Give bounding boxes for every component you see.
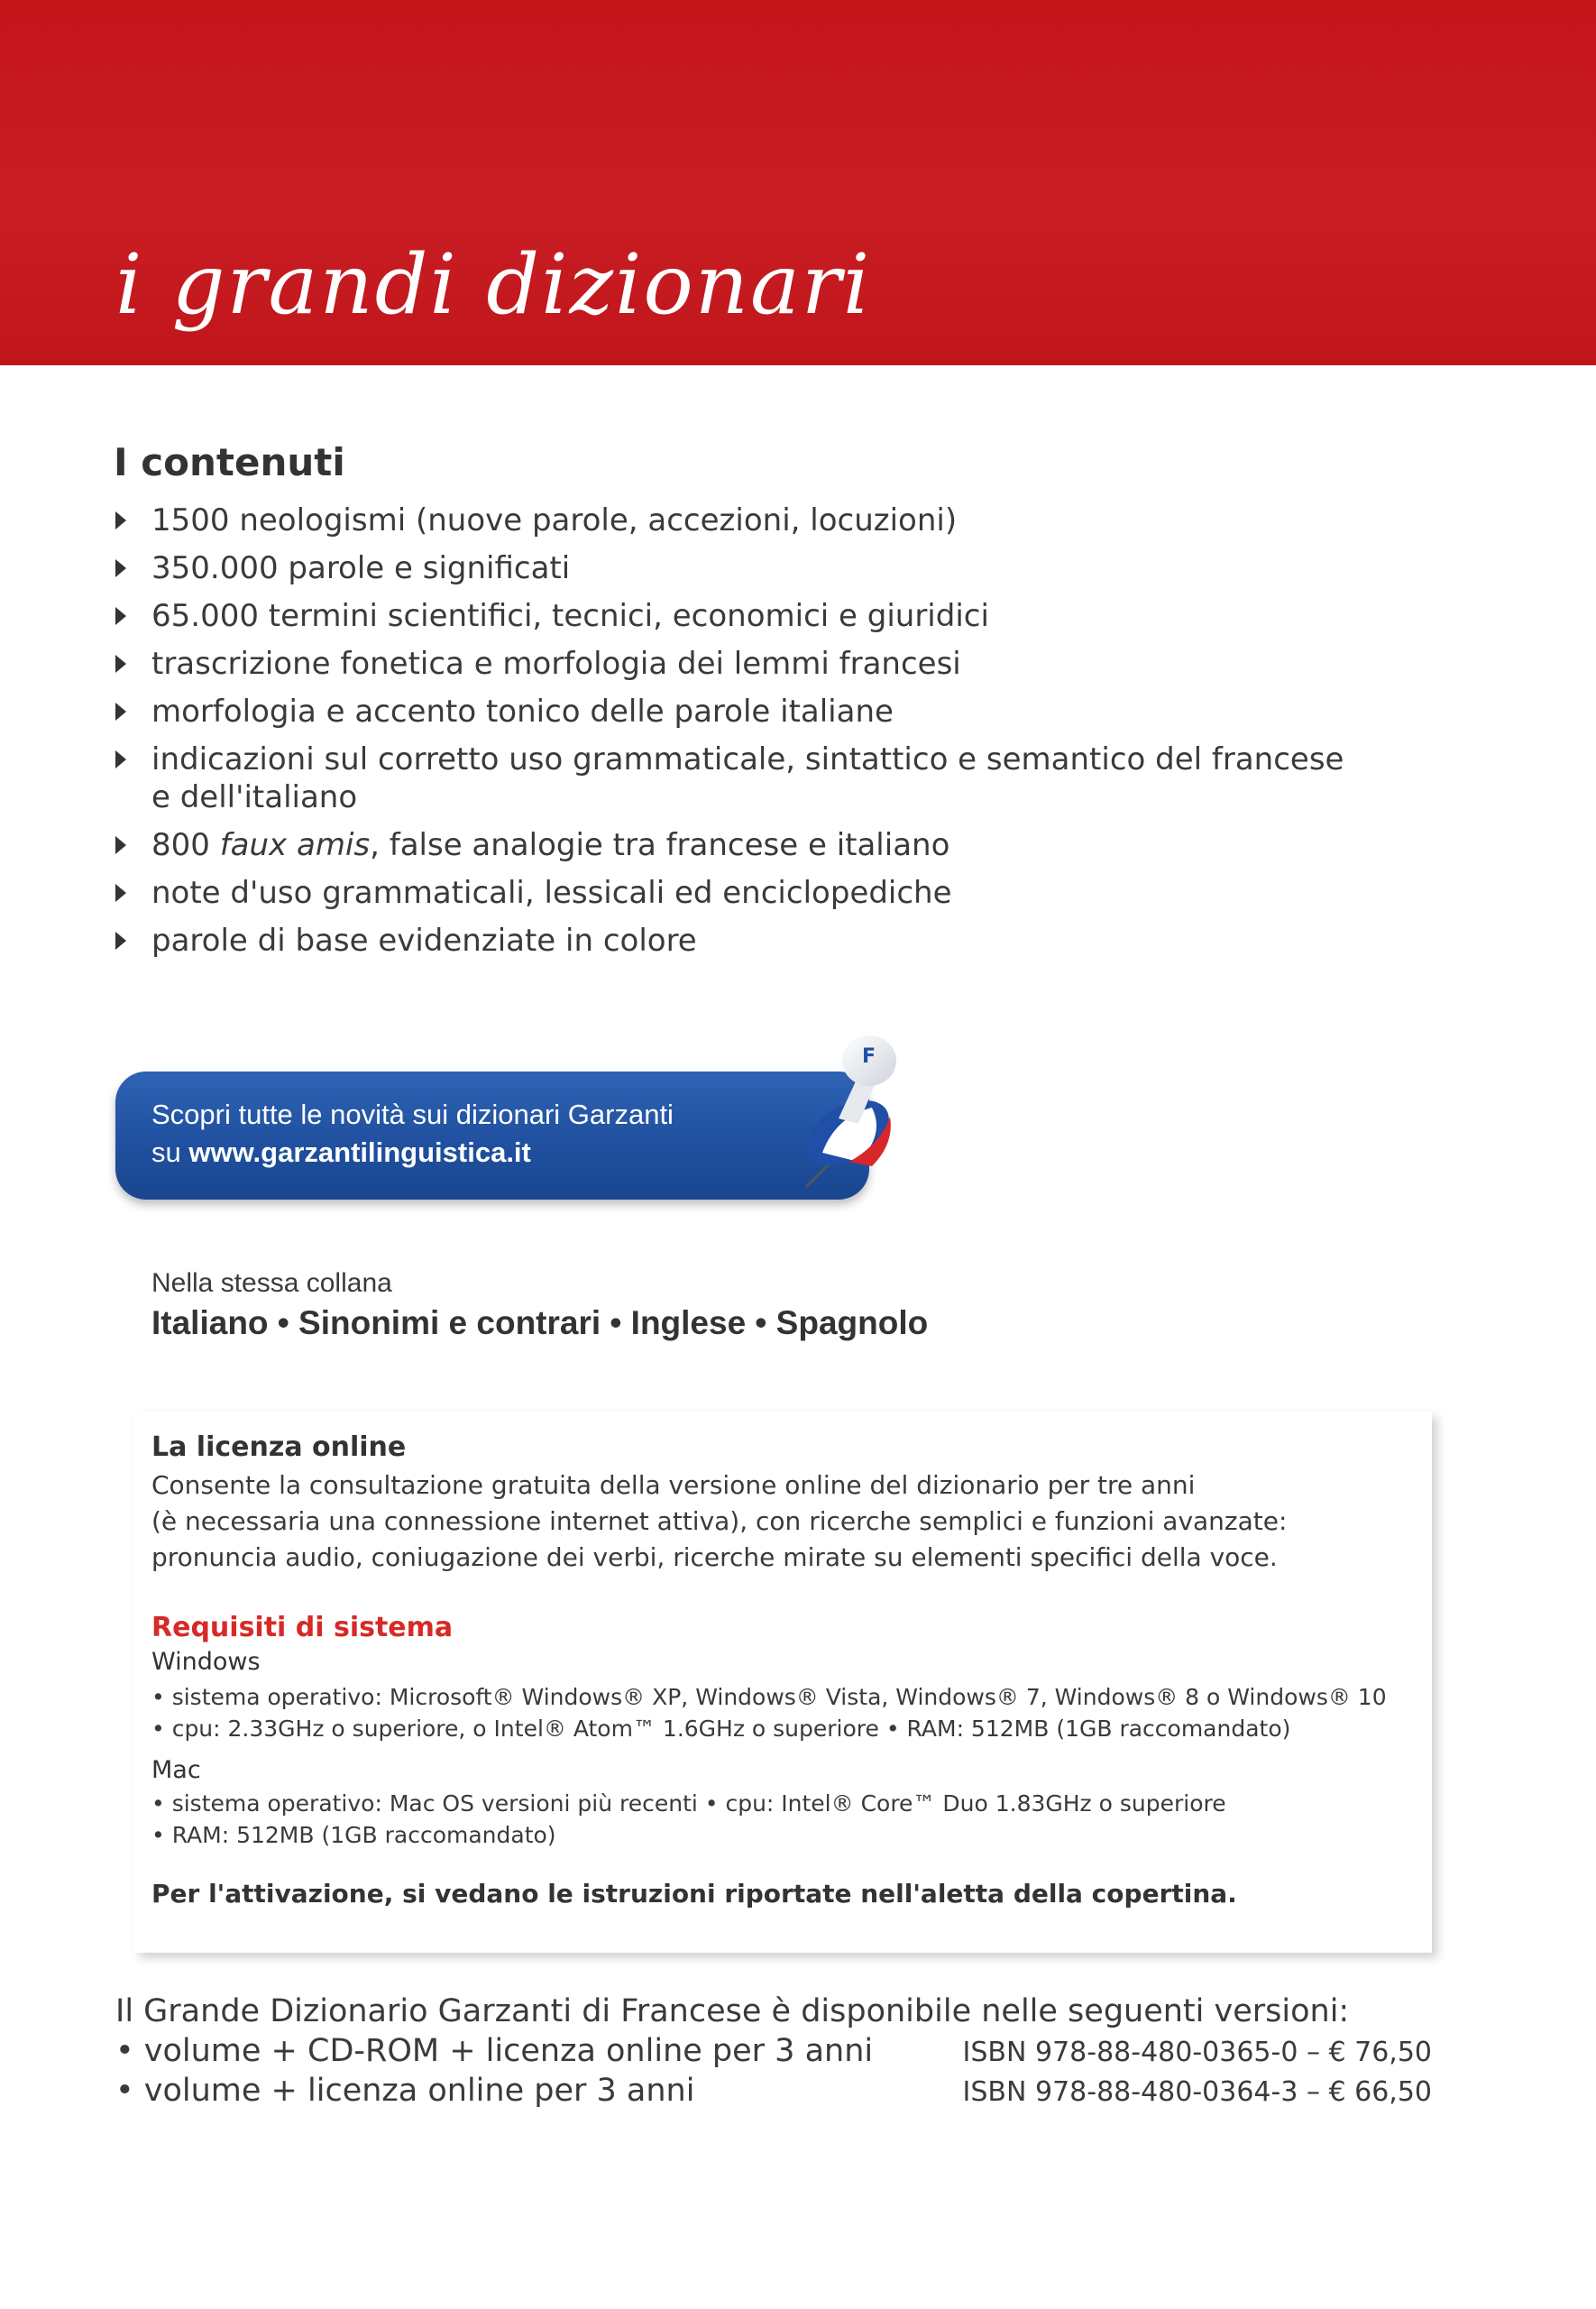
list-item-text: 800 [151,827,220,863]
series-title: i grandi dizionari [115,236,872,333]
windows-requirement: • cpu: 2.33GHz o superiore, o Intel® Atom™ 1.6GHz o superiore • RAM: 512MB (1GB raccomandato) [151,1716,1291,1742]
list-item-text: trascrizione fonetica e morfologia dei lemmi francesi [151,646,961,682]
windows-label: Windows [151,1648,261,1676]
list-item-text: morfologia e accento tonico delle parole italiane [151,694,894,730]
list-item [114,501,1466,539]
activation-note: Per l'attivazione, si vedano le istruzioni riportate nell'aletta della copertina. [151,1879,1237,1909]
series-intro: Nella stessa collana [151,1268,392,1298]
faux-amis-term: faux amis [219,827,371,863]
promo-text: Scopri tutte le novità sui dizionari Garzanti [151,1099,674,1130]
availability-heading: Il Grande Dizionario Garzanti di Francese è disponibile nelle seguenti versioni: [115,1993,1350,2029]
version-row [115,2033,1432,2073]
list-item-text: 1500 neologismi (nuove parole, accezioni, locuzioni) [151,502,958,538]
version-isbn: ISBN 978-88-480-0364-3 – € 66,50 [962,2076,1432,2108]
license-description [151,1467,1414,1576]
triangle-bullet-icon [115,750,126,768]
mac-requirement: • RAM: 512MB (1GB raccomandato) [151,1822,556,1848]
triangle-bullet-icon [115,559,126,577]
list-item [114,549,1466,587]
windows-requirement: • sistema operativo: Microsoft® Windows® XP, Windows® Vista, Windows® 7, Windows® 8 o Windows® 10 [151,1684,1387,1710]
list-item [114,693,1466,731]
license-box [133,1412,1432,1953]
promo-url-prefix: su [151,1136,189,1168]
list-item [114,597,1466,635]
version-label: • volume + CD-ROM + licenza online per 3 anni [115,2033,874,2069]
triangle-bullet-icon [115,884,126,902]
list-item [114,741,1360,816]
triangle-bullet-icon [115,836,126,854]
list-item [114,826,1466,864]
list-item-text: parole di base evidenziate in colore [151,923,697,959]
mac-requirement: • sistema operativo: Mac OS versioni più recenti • cpu: Intel® Core™ Duo 1.83GHz o superiore [151,1790,1226,1817]
triangle-bullet-icon [115,607,126,625]
license-description-line: Consente la consultazione gratuita della versione online del dizionario per tre anni [151,1470,1196,1500]
license-description-line: (è necessaria una connessione internet attiva), con ricerche semplici e funzioni avanzate: [151,1506,1288,1536]
list-item [114,922,1466,960]
version-label: • volume + licenza online per 3 anni [115,2073,695,2109]
promo-url-line [151,1136,531,1169]
version-isbn: ISBN 978-88-480-0365-0 – € 76,50 [962,2037,1432,2068]
license-heading: La licenza online [151,1431,407,1463]
triangle-bullet-icon [115,511,126,529]
list-item-text: 350.000 parole e significati [151,550,571,586]
header-band [0,0,1596,365]
promo-url-link[interactable]: www.garzantilinguistica.it [188,1136,531,1168]
list-item-text: indicazioni sul corretto uso grammaticale, sintattico e semantico del francese e dell'italiano [151,741,1344,815]
contents-heading: I contenuti [114,440,345,484]
triangle-bullet-icon [115,655,126,673]
push-pin-icon [786,1017,903,1189]
series-names: Italiano • Sinonimi e contrari • Inglese • Spagnolo [151,1304,929,1341]
contents-list [114,501,1466,970]
list-item-text: note d'uso grammaticali, lessicali ed enciclopediche [151,875,952,911]
list-item [114,874,1466,912]
pin-letter: F [862,1045,876,1068]
version-row [115,2073,1432,2112]
requirements-heading: Requisiti di sistema [151,1612,454,1643]
list-item [114,645,1466,683]
license-description-line: pronuncia audio, coniugazione dei verbi, ricerche mirate su elementi specifici della voce. [151,1542,1278,1572]
triangle-bullet-icon [115,932,126,950]
mac-label: Mac [151,1756,201,1784]
promo-banner[interactable] [115,1072,869,1200]
list-item-text: , false analogie tra francese e italiano [370,827,950,863]
triangle-bullet-icon [115,703,126,721]
list-item-text: 65.000 termini scientifici, tecnici, economici e giuridici [151,598,989,634]
